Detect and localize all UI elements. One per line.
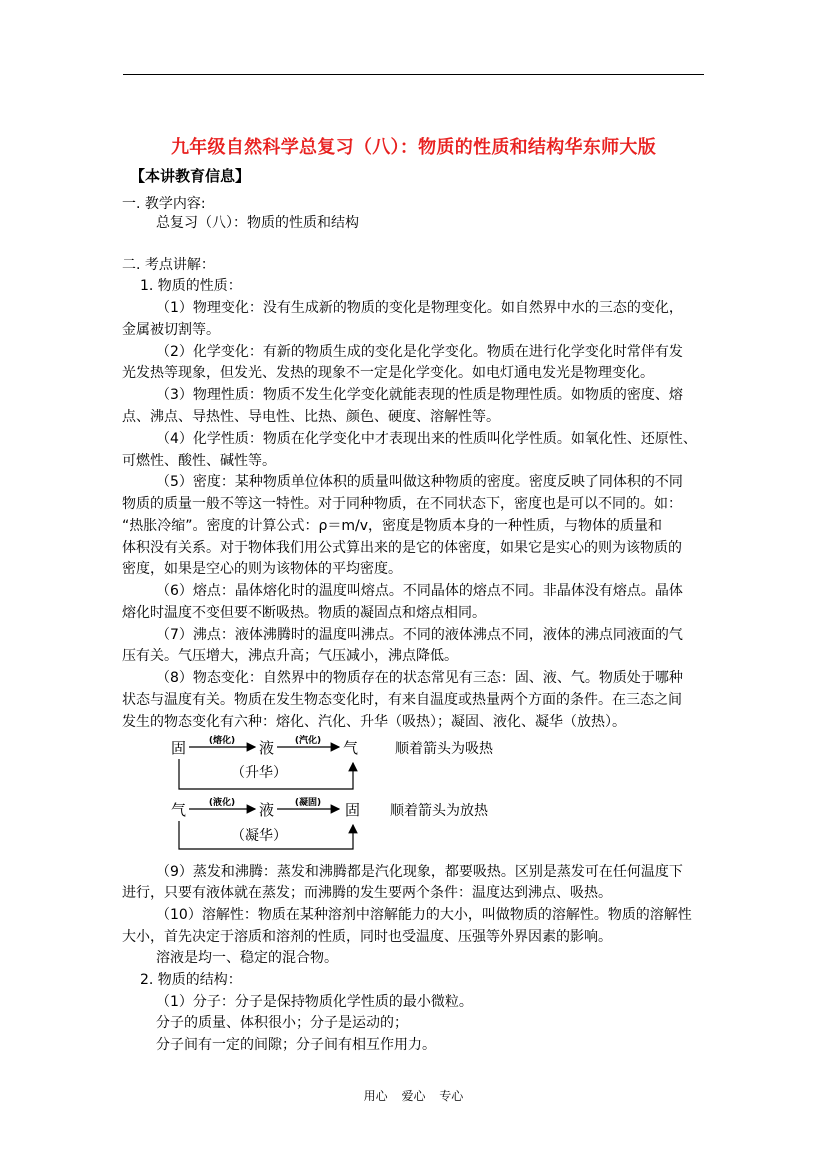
phase-change-diagram <box>165 733 545 853</box>
text-line: “热胀冷缩”。密度的计算公式：ρ＝m/v，密度是物质本身的一种性质，与物体的质量和 <box>122 518 663 534</box>
vaporization-label: (汽化) <box>294 736 322 746</box>
text-line: 压有关。气压增大，沸点升高；气压减小，沸点降低。 <box>122 648 458 664</box>
text-line: 状态与温度有关。物质在发生物态变化时，有来自温度或热量两个方面的条件。在三态之间 <box>122 692 682 708</box>
solid-label: 固 <box>171 739 187 757</box>
text-line: 金属被切割等。 <box>122 322 220 338</box>
text-line: 体积没有关系。对于物体我们用公式算出来的是它的体密度，如果它是实心的则为该物质的 <box>122 540 682 556</box>
text-line: 物质的质量一般不等这一特性。对于同种物质，在不同状态下，密度也是可以不同的。如： <box>122 496 682 512</box>
liquid-label: 液 <box>259 739 275 757</box>
release-heat-note: 顺着箭头为放热 <box>390 803 488 819</box>
text-line: 发生的物态变化有六种：熔化、汽化、升华（吸热）；凝固、液化、凝华（放热）。 <box>122 714 626 730</box>
text-line: （9）蒸发和沸腾：蒸发和沸腾都是汽化现象，都要吸热。区别是蒸发可在任何温度下 <box>156 864 683 880</box>
document-title: 九年级自然科学总复习（八）：物质的性质和结构华东师大版 <box>170 137 657 158</box>
gas-label: 气 <box>171 801 187 819</box>
text-line: 一. 教学内容: <box>122 196 206 212</box>
section-heading: 【本讲教育信息】 <box>130 167 251 185</box>
absorb-heat-note: 顺着箭头为吸热 <box>395 741 493 757</box>
text-line: 分子的质量、体积很小；分子是运动的； <box>156 1015 408 1031</box>
text-line: 密度，如果是空心的则为该物体的平均密度。 <box>122 561 402 577</box>
text-line: 1. 物质的性质： <box>140 278 242 294</box>
text-line: 溶液是均一、稳定的混合物。 <box>156 950 338 966</box>
gas-label: 气 <box>343 739 359 757</box>
text-line: 分子间有一定的间隙；分子间有相互作用力。 <box>156 1037 436 1053</box>
text-line: （7）沸点：液体沸腾时的温度叫沸点。不同的液体沸点不同，液体的沸点同液面的气 <box>156 627 683 643</box>
text-line: 可燃性、酸性、碱性等。 <box>122 453 276 469</box>
deposition-label: （凝华） <box>231 828 287 844</box>
text-line: （8）物态变化：自然界中的物质存在的状态常见有三态：固、液、气。物质处于哪种 <box>156 670 683 686</box>
text-line: 进行，只要有液体就在蒸发；而沸腾的发生要两个条件：温度达到沸点、吸热。 <box>122 885 612 901</box>
sublimation-label: （升华） <box>231 765 287 781</box>
text-line: （2）化学变化：有新的物质生成的变化是化学变化。物质在进行化学变化时常伴有发 <box>156 344 683 360</box>
text-line: 总复习（八）：物质的性质和结构 <box>156 215 359 231</box>
text-line: 光发热等现象，但发光、发热的现象不一定是化学变化。如电灯通电发光是物理变化。 <box>122 365 654 381</box>
text-line: 熔化时温度不变但要不断吸热。物质的凝固点和熔点相同。 <box>122 605 486 621</box>
text-line: （1）分子：分子是保持物质化学性质的最小微粒。 <box>156 994 473 1010</box>
solidification-label: (凝固) <box>294 798 322 808</box>
page-footer: 用心 爱心 专心 <box>363 1089 464 1103</box>
text-line: （5）密度：某种物质单位体积的质量叫做这种物质的密度。密度反映了同体积的不同 <box>156 474 683 490</box>
text-line: 大小，首先决定于溶质和溶剂的性质，同时也受温度、压强等外界因素的影响。 <box>122 929 612 945</box>
text-line: 点、沸点、导热性、导电性、比热、颜色、硬度、溶解性等。 <box>122 409 500 425</box>
text-line: （10）溶解性：物质在某种溶剂中溶解能力的大小，叫做物质的溶解性。物质的溶解性 <box>156 907 692 923</box>
melting-label: (熔化) <box>208 736 236 746</box>
text-line: 2. 物质的结构： <box>140 972 242 988</box>
text-line: （6）熔点：晶体熔化时的温度叫熔点。不同晶体的熔点不同。非晶体没有熔点。晶体 <box>156 583 683 599</box>
liquid-label: 液 <box>259 801 275 819</box>
liquefaction-label: (液化) <box>208 798 236 808</box>
text-line: （1）物理变化：没有生成新的物质的变化是物理变化。如自然界中水的三态的变化， <box>156 300 683 316</box>
text-line: 二. 考点讲解： <box>122 257 215 273</box>
solid-label: 固 <box>345 801 361 819</box>
text-line: （4）化学性质：物质在化学变化中才表现出来的性质叫化学性质。如氧化性、还原性、 <box>156 431 697 447</box>
text-line: （3）物理性质：物质不发生化学变化就能表现的性质是物理性质。如物质的密度、熔 <box>156 387 683 403</box>
header-rule <box>123 74 704 75</box>
